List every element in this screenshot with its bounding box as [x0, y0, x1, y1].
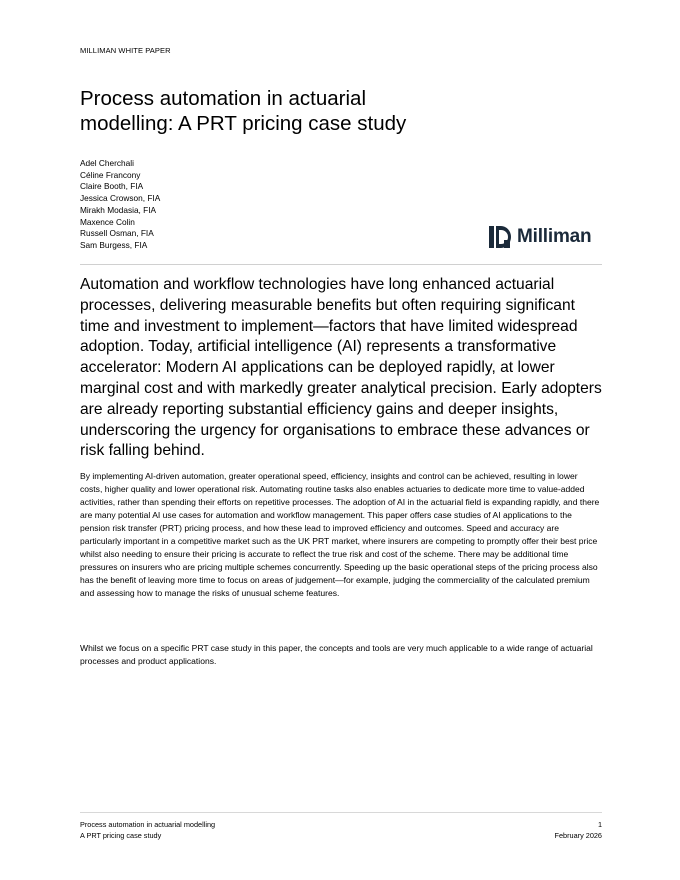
page-number: 1	[597, 820, 602, 829]
title-line-2: modelling: A PRT pricing case study	[80, 112, 407, 135]
author-list	[80, 158, 160, 252]
footer-meta	[555, 820, 602, 841]
author-name: Sam Burgess, FIA	[80, 239, 148, 250]
footer-date: February 2026	[554, 830, 602, 840]
footer-divider	[80, 812, 602, 813]
footer-title-line-1: Process automation in actuarial modelling	[80, 820, 216, 829]
logo-wordmark: Milliman	[517, 226, 592, 247]
author-name: Claire Booth, FIA	[80, 181, 144, 192]
author-name: Jessica Crowson, FIA	[80, 193, 161, 204]
author-name: Maxence Colin	[80, 216, 135, 227]
author-name: Russell Osman, FIA	[80, 228, 154, 239]
title-line-1: Process automation in actuarial	[80, 87, 367, 110]
page-title	[80, 86, 500, 136]
milliman-logo	[489, 226, 591, 248]
header-label: MILLIMAN WHITE PAPER	[80, 46, 171, 55]
milliman-logo-icon	[489, 226, 511, 248]
footer-title	[80, 820, 215, 841]
lead-paragraph: Automation and workflow technologies have long enhanced actuarial processes, delivering measurable benefits but often requiring significant time and investment to implement—factors that have limited widespread adoption. Today, artificial intelligence (AI) represents a transformative accelerator: Modern AI applications can be deployed rapidly, at lower marginal cost and with markedly greater analytical precision. Early adopters are already reporting substantial efficiency gains and deeper insights, underscoring the urgency for organisations to embrace these advances or risk falling behind.	[80, 276, 602, 460]
author-name: Adel Cherchali	[80, 158, 134, 168]
author-name: Céline Francony	[80, 169, 141, 180]
body-paragraph-1: By implementing AI-driven automation, greater operational speed, efficiency, insights and control can be achieved, resulting in lower costs, higher quality and lower operational risk. Automating routine tasks also enables actuaries to dedicate more time to value-added activities, rather than spending their efforts on repetitive processes. The adoption of AI in the actuarial field is expanding rapidly, and there are many potential AI use cases for automation and workflow management. This paper offers case studies of AI applications to the pension risk transfer (PRT) pricing process, and how these lead to improved efficiency and outcomes. Speed and accuracy are particularly important in a competitive market such as the UK PRT market, where insurers are competing to promptly offer their best price whilst also needing to ensure their pricing is accurate to reflect the true risk and cost of the scheme. There may be additional time pressures on insurers who are pricing multiple schemes concurrently. Speeding up the basic operational steps of the pricing process also has the benefit of leaving more time to focus on areas of judgement—for example, judging the commerciality of the calculated premium and assessing how to manage the risks of unusual scheme features.	[80, 471, 600, 598]
footer-title-line-2: A PRT pricing case study	[80, 830, 162, 840]
body-paragraph-2: Whilst we focus on a specific PRT case study in this paper, the concepts and tools are very much applicable to a wide range of actuarial processes and product applications.	[80, 643, 593, 666]
author-name: Mirakh Modasia, FIA	[80, 204, 157, 215]
divider	[80, 264, 602, 265]
